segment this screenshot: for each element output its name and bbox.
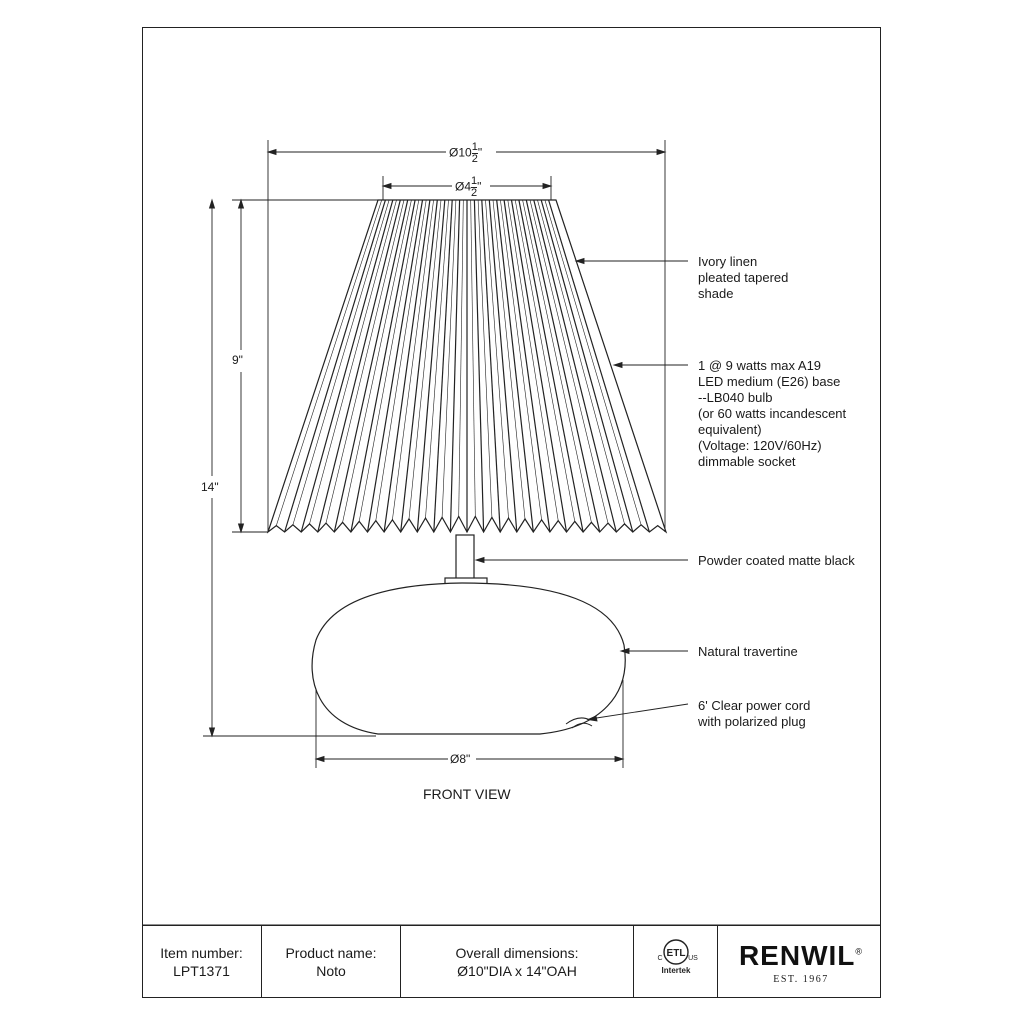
base-callout: Natural travertine <box>698 644 798 659</box>
intertek-text: Intertek <box>661 966 691 975</box>
item-number-cell <box>142 926 262 998</box>
product-name-label: Product name: <box>285 945 377 961</box>
dim-numerator: 1 <box>471 175 478 187</box>
overall-dimensions-value: Ø10"DIA x 14"OAH <box>457 963 577 979</box>
brand-logo <box>726 940 876 985</box>
dim-unit: " <box>477 145 483 160</box>
neck-callout: Powder coated matte black <box>698 553 855 568</box>
product-name-cell <box>262 926 401 998</box>
lamp-base <box>312 583 625 734</box>
shade-top-diameter-label <box>455 176 481 199</box>
etl-listed-icon <box>634 926 718 998</box>
item-number-label: Item number: <box>160 945 243 961</box>
dim-whole: Ø4 <box>455 179 472 194</box>
shade-height-label: 9" <box>232 353 243 367</box>
overall-dimensions-cell <box>401 926 634 998</box>
brand-name-text: RENWIL <box>738 940 856 971</box>
base-diameter-label: Ø8" <box>450 752 471 766</box>
shade-bottom-diameter-label <box>449 142 482 165</box>
dim-denominator: 2 <box>471 153 478 165</box>
etl-us-text: US <box>688 955 698 962</box>
view-label: FRONT VIEW <box>423 786 511 802</box>
dim-denominator: 2 <box>471 187 478 199</box>
etl-mark-text: ETL <box>666 948 686 959</box>
lamp-shade <box>268 200 666 532</box>
brand-registered-mark: ® <box>855 946 864 957</box>
product-name-value: Noto <box>316 963 346 979</box>
dim-numerator: 1 <box>471 141 478 153</box>
overall-height-label: 14" <box>201 480 219 494</box>
brand-established: EST. 1967 <box>773 974 829 985</box>
shade-callout: Ivory linen pleated tapered shade <box>698 254 789 301</box>
bulb-callout: 1 @ 9 watts max A19 LED medium (E26) base --LB040 bulb (or 60 watts incandescent equivalent) (Voltage: 120V/60Hz) dimmable socket <box>698 358 847 469</box>
brand-name <box>726 940 876 972</box>
dim-whole: Ø10 <box>449 145 472 160</box>
item-number-value: LPT1371 <box>173 963 230 979</box>
title-block <box>142 925 881 998</box>
etl-c-text: C <box>657 955 663 962</box>
certification-cell <box>634 926 718 998</box>
dim-unit: " <box>477 179 482 194</box>
cord-callout: 6' Clear power cord with polarized plug <box>698 698 811 729</box>
overall-dimensions-label: Overall dimensions: <box>455 945 579 961</box>
